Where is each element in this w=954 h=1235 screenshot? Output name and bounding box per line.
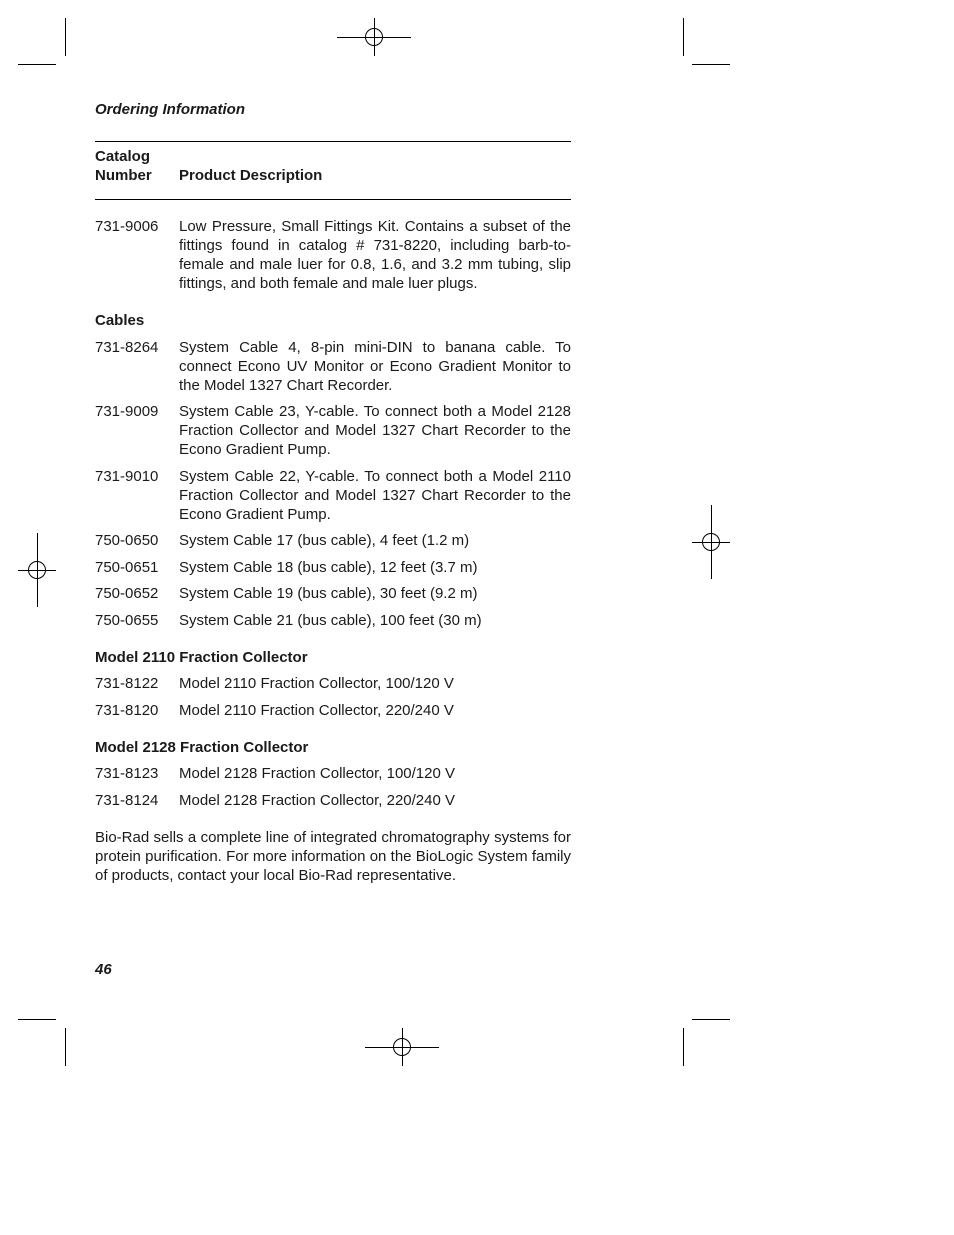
table-row — [95, 701, 571, 720]
product-description: System Cable 19 (bus cable), 30 feet (9.2 m) — [179, 585, 478, 602]
catalog-number: 731-9009 — [95, 403, 159, 420]
ordering-table — [95, 200, 571, 885]
catalog-number: 731-8124 — [95, 791, 159, 809]
table-row — [95, 764, 571, 783]
table-row — [95, 611, 571, 630]
catalog-number: 750-0652 — [95, 585, 159, 602]
table-row — [95, 531, 571, 550]
table-row — [95, 467, 571, 524]
table-row — [95, 674, 571, 693]
table-row — [95, 402, 571, 459]
catalog-number: 731-8264 — [95, 338, 159, 356]
catalog-number: 731-8120 — [95, 701, 159, 719]
catalog-number: 731-9006 — [95, 218, 159, 235]
product-description: System Cable 21 (bus cable), 100 feet (30 m) — [179, 611, 482, 629]
product-description: System Cable 17 (bus cable), 4 feet (1.2 m) — [179, 532, 470, 549]
closing-paragraph: Bio-Rad sells a complete line of integrated chromatography systems for protein purification. For more information on the BioLogic System family of products, contact your local Bio-Rad representative. — [95, 828, 571, 884]
product-description: System Cable 23, Y-cable. To connect both a Model 2128 Fraction Collector and Model 1327 Chart Recorder to the Econo Gradient Pump. — [179, 403, 571, 458]
product-description: System Cable 18 (bus cable), 12 feet (3.7 m) — [179, 558, 478, 576]
running-header: Ordering Information — [95, 101, 245, 118]
product-description: Model 2110 Fraction Collector, 220/240 V — [179, 701, 454, 719]
section-heading-cables: Cables — [95, 312, 145, 329]
table-row — [95, 791, 571, 810]
catalog-number: 750-0655 — [95, 611, 159, 629]
section-heading-model-2128: Model 2128 Fraction Collector — [95, 738, 309, 756]
page-content — [95, 100, 571, 885]
catalog-number-header: Catalog Number — [95, 148, 152, 184]
product-description: Low Pressure, Small Fittings Kit. Contains a subset of the fittings found in catalog # 731-8220, including barb-to-female and male luer for 0.8, 1.6, and 3.2 mm tubing, slip fittings, and both female and male luer plugs. — [179, 218, 571, 292]
catalog-number: 731-8123 — [95, 765, 159, 782]
product-description-header: Product Description — [179, 167, 323, 184]
product-description: System Cable 4, 8-pin mini-DIN to banana cable. To connect Econo UV Monitor or Econo Gradient Monitor to the Model 1327 Chart Recorder. — [179, 338, 571, 394]
catalog-number: 750-0650 — [95, 532, 159, 549]
product-description: Model 2128 Fraction Collector, 100/120 V — [179, 765, 455, 782]
table-row — [95, 338, 571, 395]
page-number: 46 — [95, 961, 112, 978]
product-description: Model 2128 Fraction Collector, 220/240 V — [179, 791, 455, 809]
table-column-headers — [95, 142, 571, 199]
product-description: System Cable 22, Y-cable. To connect both a Model 2110 Fraction Collector and Model 1327 Chart Recorder to the Econo Gradient Pump. — [179, 467, 571, 523]
section-heading-model-2110: Model 2110 Fraction Collector — [95, 648, 308, 666]
catalog-number: 731-8122 — [95, 675, 159, 692]
catalog-number: 750-0651 — [95, 558, 159, 576]
product-description: Model 2110 Fraction Collector, 100/120 V — [179, 675, 454, 692]
table-row — [95, 584, 571, 603]
table-row — [95, 558, 571, 577]
table-row — [95, 217, 571, 293]
catalog-number: 731-9010 — [95, 467, 159, 485]
